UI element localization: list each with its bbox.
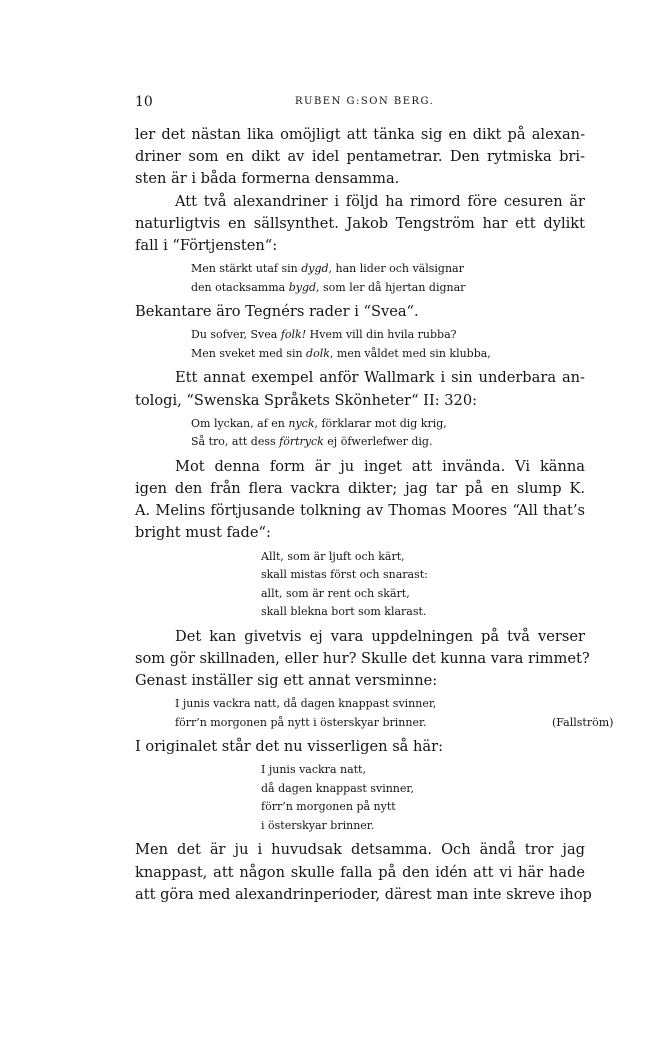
verse-line bbox=[191, 415, 585, 434]
quote-tegner bbox=[135, 326, 585, 363]
paragraph-7 bbox=[135, 736, 585, 758]
text-line: naturligtvis en sällsynthet. Jakob Tengström har ett dylikt bbox=[135, 214, 585, 232]
verse-line: då dagen knappast svinner, bbox=[261, 781, 414, 795]
text-line: som gör skillnaden, eller hur? Skulle det kunna vara rimmet? bbox=[135, 649, 590, 667]
verse-line: I junis vackra natt, bbox=[261, 763, 366, 777]
quote-original bbox=[135, 761, 585, 835]
quote-tengstrom bbox=[135, 260, 585, 297]
running-head: RUBEN G:SON BERG. bbox=[295, 96, 435, 107]
text-line: tologi, “Swenska Språkets Skönheter“ II: 320: bbox=[135, 391, 478, 409]
paragraph-5 bbox=[135, 456, 585, 545]
text-line: Men det är ju i huvudsak detsamma. Och ändå tror jag bbox=[135, 841, 585, 859]
text-line: ler det nästan lika omöjligt att tänka sig en dikt på alexan- bbox=[135, 126, 585, 143]
verse-text: Hvem vill din hvila rubba? bbox=[306, 328, 457, 342]
verse-emphasis: förtryck bbox=[279, 435, 324, 449]
verse-line bbox=[191, 433, 585, 452]
quote-fallstrom bbox=[135, 695, 614, 732]
paragraph-8 bbox=[135, 839, 592, 906]
text-line: fall i “Förtjensten“: bbox=[135, 237, 278, 255]
paragraph-4 bbox=[135, 367, 585, 411]
verse-text: , förklarar mot dig krig, bbox=[314, 416, 447, 430]
text-line: Ett annat exempel anför Wallmark i sin underbara an- bbox=[175, 369, 585, 387]
verse-text: , han lider och välsignar bbox=[328, 262, 464, 276]
quote-melin bbox=[135, 548, 585, 622]
verse-text: Men sveket med sin bbox=[191, 346, 307, 360]
text-line: Det kan givetvis ej vara uppdelningen på två verser bbox=[175, 627, 585, 645]
verse-line: I junis vackra natt, då dagen knappast svinner, bbox=[175, 697, 437, 711]
text-line: igen den från flera vackra dikter; jag tar på en slump K. bbox=[135, 480, 585, 498]
text-line: Att två alexandriner i följd ha rimord före cesuren är bbox=[175, 192, 585, 210]
verse-line: skall mistas först och snarast: bbox=[261, 568, 428, 582]
verse-line: i österskyar brinner. bbox=[261, 818, 375, 832]
verse-text: ej öfwerlefwer dig. bbox=[323, 435, 433, 449]
verse-line bbox=[191, 260, 585, 279]
verse-line bbox=[191, 345, 585, 364]
verse-line bbox=[191, 326, 585, 345]
paragraph-6 bbox=[135, 626, 590, 693]
verse-text: förr’n morgonen på nytt i österskyar brinner. bbox=[175, 715, 427, 729]
book-page bbox=[135, 0, 614, 1037]
verse-emphasis: nyck bbox=[288, 416, 315, 430]
page-number: 10 bbox=[135, 94, 153, 110]
text-line: sten är i båda formerna densamma. bbox=[135, 170, 400, 188]
quote-wallmark bbox=[135, 415, 585, 452]
verse-emphasis: dygd bbox=[301, 262, 329, 276]
verse-line: allt, som är rent och skärt, bbox=[261, 586, 410, 600]
verse-emphasis: dolk bbox=[306, 346, 330, 360]
text-line: knappast, att någon skulle falla på den idén att vi här hade bbox=[135, 863, 585, 881]
verse-text: Men stärkt utaf sin bbox=[191, 262, 302, 276]
verse-text: Om lyckan, af en bbox=[191, 416, 289, 430]
verse-line: förr’n morgonen på nytt bbox=[261, 800, 396, 814]
paragraph-2 bbox=[135, 191, 585, 258]
text-line: Genast inställer sig ett annat versminne: bbox=[135, 672, 438, 690]
text-line: bright must fade“: bbox=[135, 524, 271, 542]
text-line: A. Melins förtjusande tolkning av Thomas Moores “All that’s bbox=[135, 502, 585, 520]
verse-text: den otacksamma bbox=[191, 280, 289, 294]
paragraph-1 bbox=[135, 124, 585, 191]
text-line: Bekantare äro Tegnérs rader i “Svea“. bbox=[135, 303, 419, 321]
verse-text: Du sofver, Svea bbox=[191, 328, 281, 342]
verse-text: Så tro, att dess bbox=[191, 435, 280, 449]
text-line: Mot denna form är ju inget att invända. Vi känna bbox=[175, 457, 585, 475]
paragraph-3 bbox=[135, 301, 585, 323]
verse-text: , men våldet med sin klubba, bbox=[329, 346, 491, 360]
page-header bbox=[135, 94, 585, 112]
text-line: I originalet står det nu visserligen så här: bbox=[135, 738, 444, 756]
verse-line bbox=[191, 279, 585, 298]
attribution: (Fallström) bbox=[552, 715, 614, 729]
text-line: att göra med alexandrinperioder, därest man inte skreve ihop bbox=[135, 885, 592, 903]
verse-emphasis: folk! bbox=[280, 328, 307, 342]
text-line: driner som en dikt av idel pentametrar. Den rytmiska bri- bbox=[135, 148, 585, 166]
page-body bbox=[135, 124, 614, 906]
verse-line bbox=[175, 714, 614, 733]
verse-emphasis: bygd bbox=[288, 280, 317, 294]
verse-line: Allt, som är ljuft och kärt, bbox=[261, 549, 405, 563]
verse-line: skall blekna bort som klarast. bbox=[261, 605, 427, 619]
verse-text: , som ler då hjertan dignar bbox=[316, 280, 466, 294]
